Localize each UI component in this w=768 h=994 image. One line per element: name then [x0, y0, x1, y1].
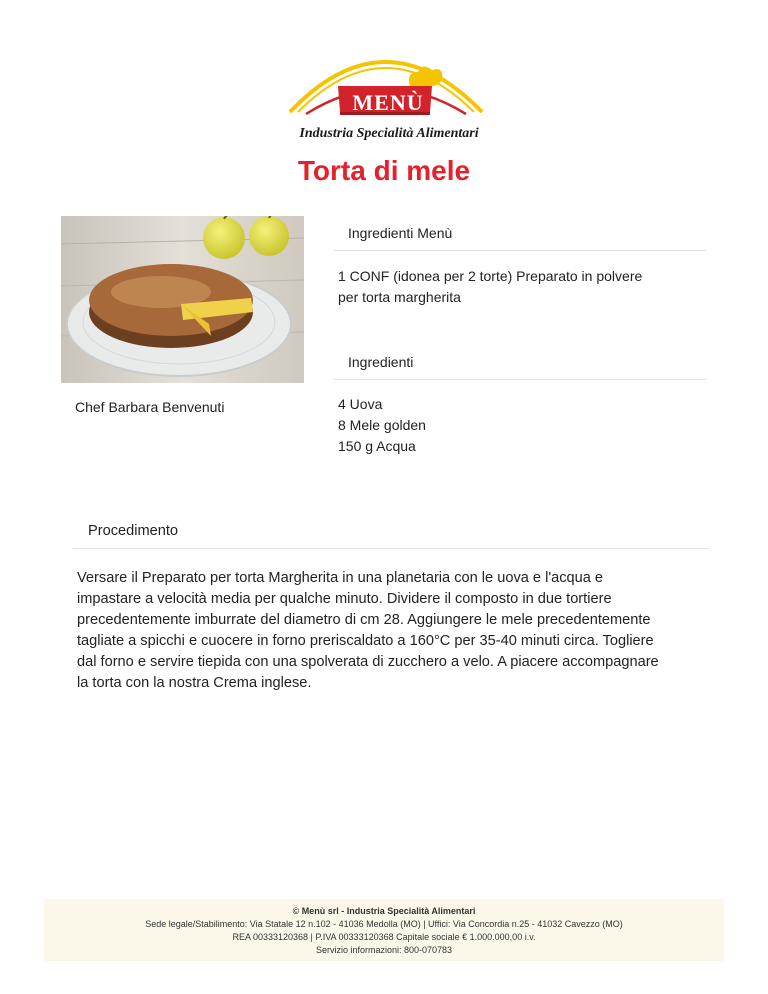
procedure-line: dal forno e servire tiepida con una spolverata di zucchero a velo. A piacere accompagnare	[77, 654, 659, 670]
menu-ingredients-heading: Ingredienti Menù	[348, 225, 453, 241]
footer-registration: REA 00333120368 | P.IVA 00333120368 Capitale sociale € 1.000.000,00 i.v.	[232, 932, 536, 942]
ingredients-divider	[334, 379, 706, 380]
recipe-photo	[61, 216, 304, 383]
procedure-line: precedentemente imburrate del diametro di cm 28. Aggiungere le mele precedentemente	[77, 612, 651, 628]
footer-info-line: Servizio informazioni: 800-070783	[315, 945, 453, 955]
procedure-line: la torta con la nostra Crema inglese.	[77, 675, 312, 691]
ingredients-heading: Ingredienti	[348, 354, 414, 370]
ingredient-item: 4 Uova	[338, 396, 383, 412]
footer-copyright: © Menù srl - Industria Specialità Alimentari	[292, 906, 476, 916]
ingredient-item: 8 Mele golden	[338, 417, 426, 433]
page-footer	[44, 899, 724, 961]
footer-address: Sede legale/Stabilimento: Via Statale 12 n.102 - 41036 Medolla (MO) | Uffici: Via Concordia n.25 - 41032 Cavezzo (MO)	[145, 919, 623, 929]
procedure-line: impastare a velocità media per qualche minuto. Dividere il composto in due tortiere	[77, 591, 612, 607]
menu-ingredients-divider	[334, 250, 706, 251]
recipe-title: Torta di mele	[297, 155, 471, 186]
menu-ingredient-line: per torta margherita	[338, 289, 461, 305]
ingredient-item: 150 g Acqua	[338, 438, 416, 454]
ingredients-list	[338, 394, 708, 457]
chef-name: Chef Barbara Benvenuti	[75, 399, 225, 415]
procedure-line: tagliate a spicchi e cuocere in forno preriscaldato a 160°C per 35-40 minuti circa. Togliere	[77, 633, 654, 649]
brand-logo	[270, 42, 500, 142]
menu-ingredients-list	[338, 266, 708, 308]
procedure-heading: Procedimento	[88, 523, 179, 539]
logo-brand-text: MENÙ	[352, 90, 424, 115]
menu-ingredient-line: 1 CONF (idonea per 2 torte) Preparato in polvere	[338, 268, 643, 284]
procedure-line: Versare il Preparato per torta Margherita in una planetaria con le uova e l'acqua e	[77, 570, 604, 586]
logo-tagline: Industria Specialità Alimentari	[299, 126, 479, 141]
procedure-divider	[73, 548, 710, 549]
procedure-text	[77, 568, 717, 694]
